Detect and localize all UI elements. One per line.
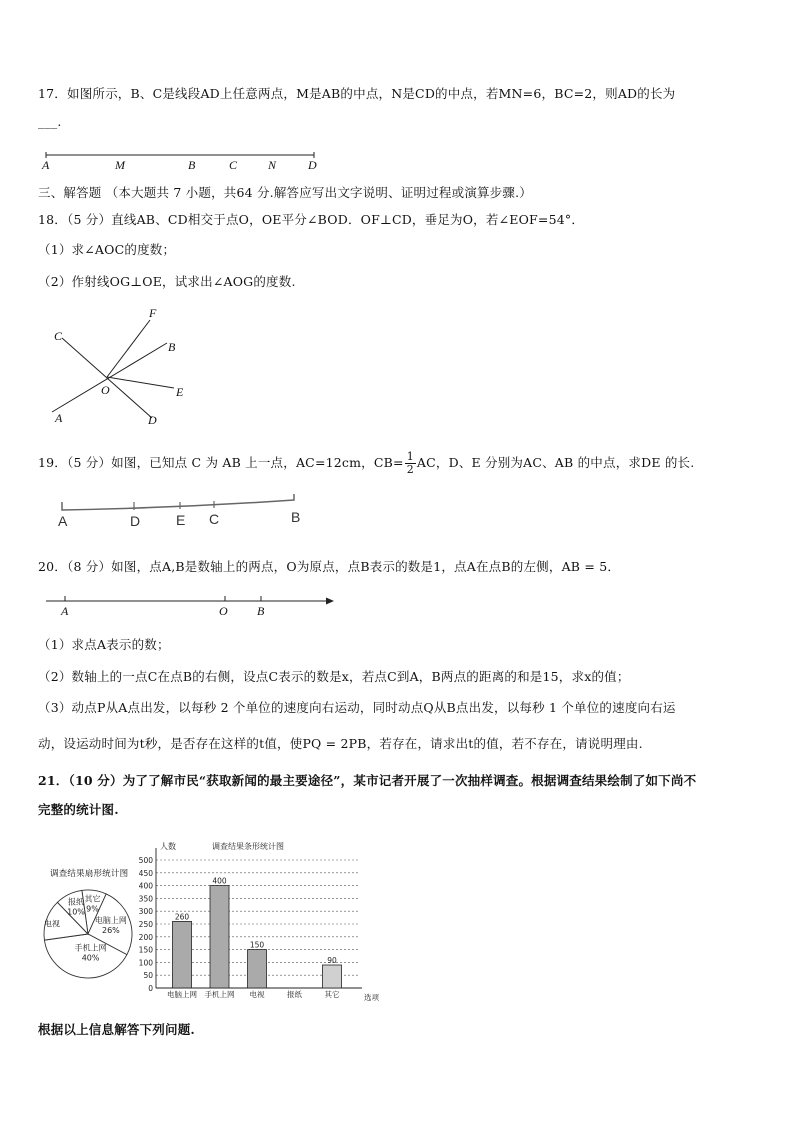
bar-category-label-2: 电视 xyxy=(249,990,265,999)
bar-1 xyxy=(210,886,229,988)
bar-category-label-4: 其它 xyxy=(324,990,340,999)
pie-slice-percent-3: 10% xyxy=(67,907,85,917)
q19-stem-before: 19．（5 分）如图，已知点 C 为 AB 上一点，AC=12cm，CB= xyxy=(38,455,404,470)
bar-ytick-4: 200 xyxy=(138,932,153,942)
bar-4 xyxy=(323,965,342,988)
q18-label-F: F xyxy=(149,306,157,320)
q19-fraction-numerator: 1 xyxy=(406,450,414,463)
pie-slice-percent-0: 26% xyxy=(102,926,120,936)
q18-label-E: E xyxy=(176,385,184,399)
q18-part1: （1）求∠AOC的度数； xyxy=(38,242,176,257)
bar-chart xyxy=(136,838,379,1003)
section-heading: 三、解答题 （本大题共 7 小题，共64 分.解答应写出文字说明、证明过程或演算步骤.） xyxy=(38,185,533,200)
pie-slice-percent-4: 9% xyxy=(86,904,99,914)
q19-fraction xyxy=(405,451,416,476)
q19-point-C: C xyxy=(209,511,220,527)
q17-point-D: D xyxy=(308,158,317,172)
bar-value-label-4: 90 xyxy=(327,955,337,965)
q17-line1: 17．如图所示，B、C是线段AD上任意两点，M是AB的中点，N是CD的中点，若MN=6，BC=2，则AD的长为 xyxy=(38,86,676,101)
q18-part2: （2）作射线OG⊥OE，试求出∠AOG的度数. xyxy=(38,274,296,289)
bar-value-label-1: 400 xyxy=(212,876,227,886)
q17-point-C: C xyxy=(229,158,238,172)
q18-label-C: C xyxy=(54,329,63,343)
q21-line1: 21．（10 分）为了了解市民“获取新闻的最主要途径”，某市记者开展了一次抽样调查。根据调查结果绘制了如下尚不 xyxy=(38,773,697,788)
pie-slice-label-0: 电脑上网 xyxy=(94,916,127,926)
q19-stem-after: AC，D、E 分别为AC、AB 的中点，求DE 的长. xyxy=(416,455,695,470)
q20-part3-line2: 动，设运动时间为t秒，是否存在这样的t值，使PQ = 2PB，若存在，请求出t的值，若不存在，请说明理由. xyxy=(38,736,643,751)
q18-label-B: B xyxy=(168,340,176,354)
q20-number-line xyxy=(44,592,344,612)
bar-ytick-6: 300 xyxy=(138,907,153,917)
q20-axis-A: A xyxy=(61,604,69,618)
q19-stem xyxy=(38,451,694,476)
bar-ytick-5: 250 xyxy=(138,920,153,929)
q21-prompt: 根据以上信息解答下列问题. xyxy=(38,1022,195,1037)
q20-stem: 20．（8 分）如图，点A,B是数轴上的两点，O为原点，点B表示的数是1，点A在点B的左侧，AB = 5． xyxy=(38,559,621,574)
q20-part1: （1）求点A表示的数； xyxy=(38,637,170,652)
q19-segment-figure xyxy=(58,494,318,524)
bar-ytick-2: 100 xyxy=(138,958,153,968)
q19-point-A: A xyxy=(58,513,68,529)
pie-slice-label-4: 其它 xyxy=(84,894,101,904)
pie-slice-label-3: 报纸 xyxy=(68,897,84,907)
q17-point-N: N xyxy=(268,158,277,172)
q20-part3-line1: （3）动点P从A点出发，以每秒 2 个单位的速度向右运动，同时动点Q从B点出发，以每秒 1 个单位的速度向右运 xyxy=(38,700,676,715)
q18-label-A: A xyxy=(55,411,63,425)
bar-ylabel: 人数 xyxy=(160,842,176,851)
bar-2 xyxy=(248,950,267,988)
q18-label-O: O xyxy=(101,383,110,397)
bar-category-label-1: 手机上网 xyxy=(204,990,235,999)
q19-point-B: B xyxy=(291,509,301,525)
q17-point-M: M xyxy=(115,158,125,172)
bar-value-label-2: 150 xyxy=(249,940,265,950)
bar-category-label-3: 报纸 xyxy=(287,990,302,999)
q20-axis-B: B xyxy=(257,604,265,618)
q21-line2: 完整的统计图. xyxy=(38,802,119,817)
bar-value-label-0: 260 xyxy=(174,912,190,922)
pie-slice-percent-1: 40% xyxy=(81,953,100,963)
q17-point-B: B xyxy=(188,158,196,172)
bar-ytick-9: 450 xyxy=(138,868,153,878)
bar-ytick-0: 0 xyxy=(148,984,153,993)
pie-slice-label-2: 电视 xyxy=(44,919,60,929)
q18-angle-figure xyxy=(40,310,240,430)
bar-xlabel: 选项 xyxy=(364,993,379,1002)
q20-part2: （2）数轴上的一点C在点B的右侧，设点C表示的数是x，若点C到A，B两点的距离的和是15，求x的值； xyxy=(38,669,630,684)
bar-ytick-8: 400 xyxy=(138,881,153,891)
bar-ytick-10: 500 xyxy=(138,856,153,865)
pie-chart-title: 调查结果扇形统计图 xyxy=(50,869,129,879)
bar-ytick-1: 50 xyxy=(143,971,153,981)
q18-stem: 18．（5 分）直线AB、CD相交于点O，OE平分∠BOD．OF⊥CD，垂足为O，若∠EOF=54°． xyxy=(38,212,585,227)
q19-point-D: D xyxy=(130,513,141,529)
q18-label-D: D xyxy=(148,413,157,427)
q19-fraction-denominator: 2 xyxy=(406,463,414,476)
q19-point-E: E xyxy=(176,512,186,528)
q17-point-A: A xyxy=(42,158,50,172)
pie-slice-label-1: 手机上网 xyxy=(74,943,107,953)
bar-chart-title: 调查结果条形统计图 xyxy=(212,842,284,851)
bar-0 xyxy=(173,921,192,988)
q20-axis-O: O xyxy=(219,604,228,618)
bar-ytick-3: 150 xyxy=(138,945,153,955)
bar-category-label-0: 电脑上网 xyxy=(167,990,197,999)
q17-blank: ___. xyxy=(38,114,62,129)
bar-ytick-7: 350 xyxy=(138,894,153,904)
